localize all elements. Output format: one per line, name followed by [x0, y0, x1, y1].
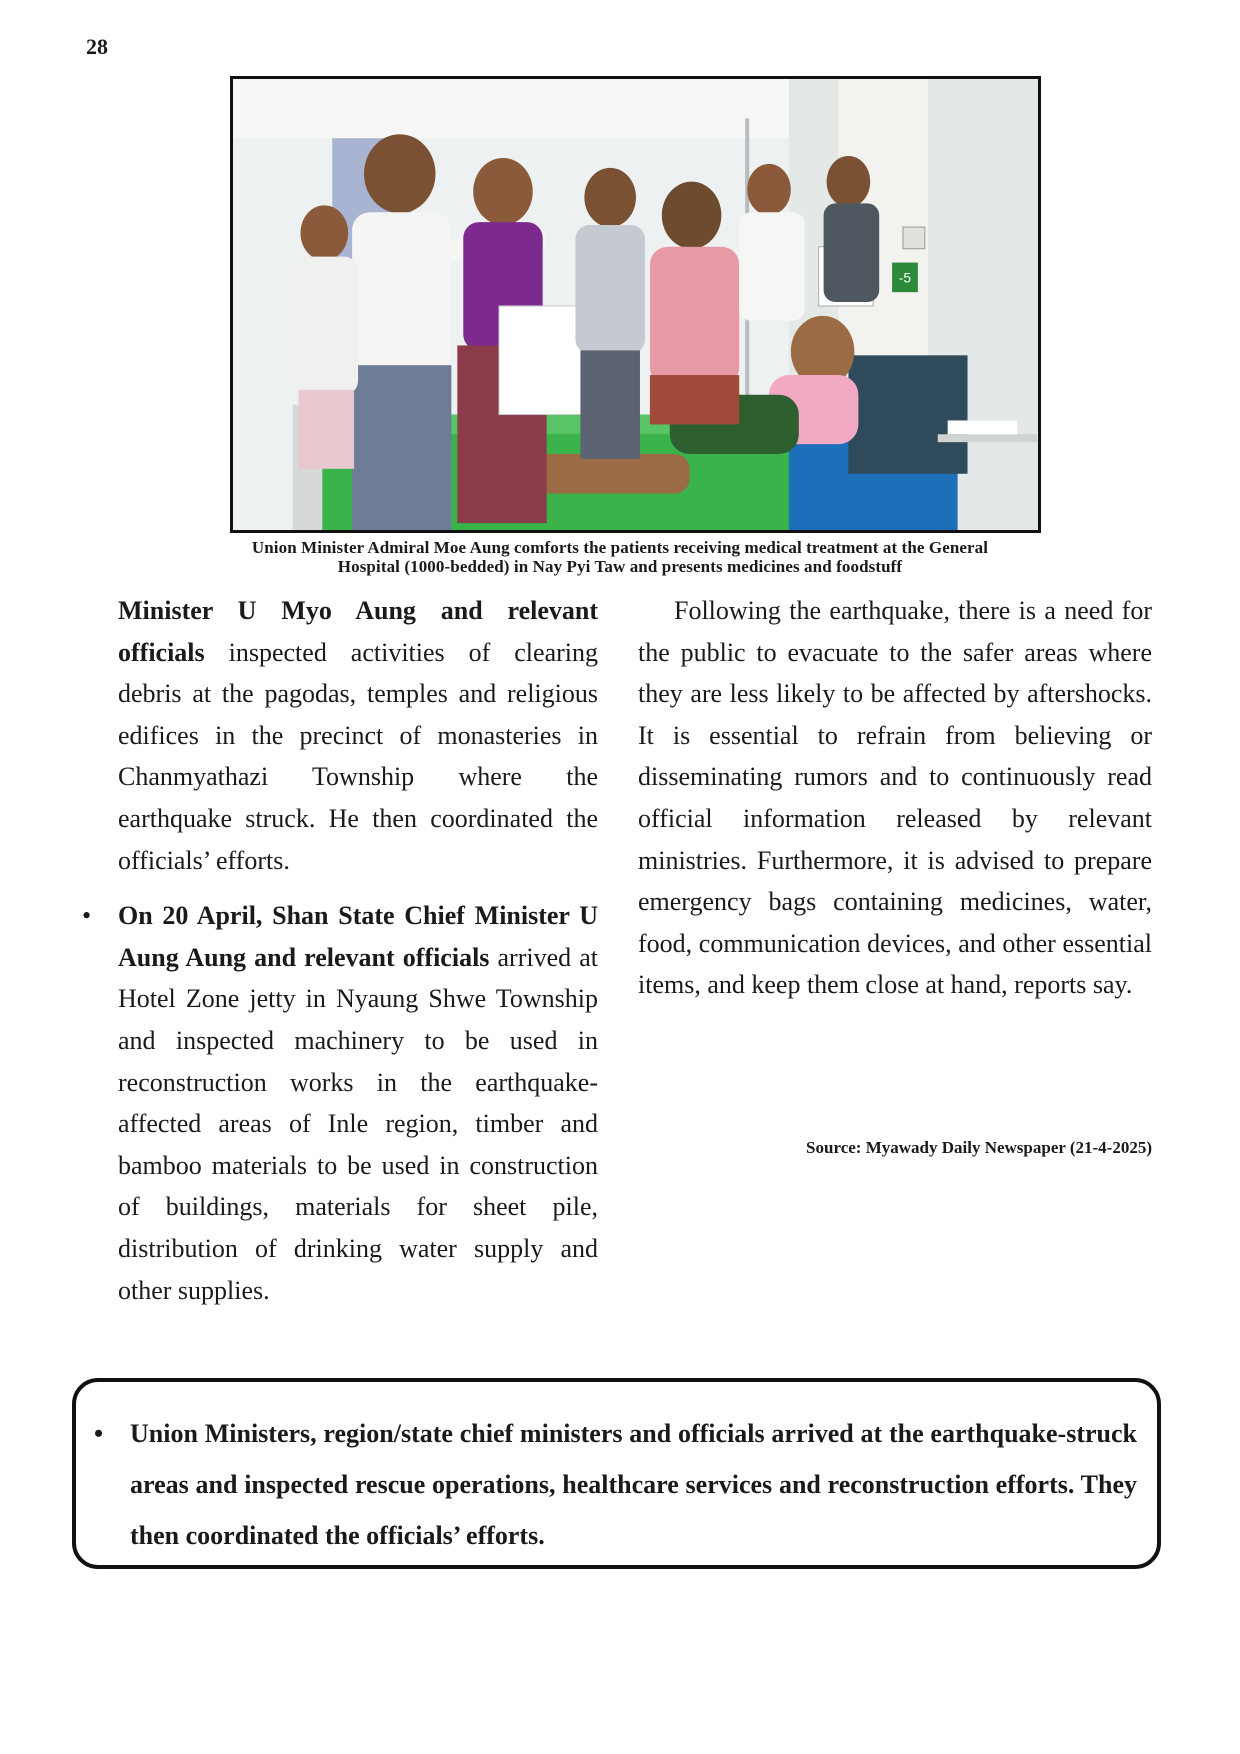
caption-line-2: Hospital (1000-bedded) in Nay Pyi Taw and presents medicines and foodstuff [337, 557, 903, 576]
summary-box [72, 1378, 1161, 1569]
source-citation: Source: Myawady Daily Newspaper (21-4-2025) [806, 1138, 1152, 1157]
left-column [82, 590, 599, 1311]
hospital-photo [230, 76, 1041, 533]
left-paragraph-2-body: arrived at Hotel Zone jetty in Nyaung Shwe Township and inspected machinery to be used in reconstruction works in the earthquake-affected areas of Inle region, timber and bamboo materials to be used in construction of buildings, materials for sheet pile, distribution of drinking water supply and other supplies. [118, 942, 599, 1305]
right-paragraph: Following the earthquake, there is a need for the public to evacuate to the safer areas where they are less likely to be affected by aftershocks. It is essential to refrain from believing or disseminating rumors and to continuously read official information released by relevant ministries. Furthermore, it is advised to prepare emergency bags containing medicines, water, food, communication devices, and other essential items, and keep them close at hand, reports say. [638, 596, 1152, 1000]
ward-sign-text: -5 [898, 269, 912, 286]
left-paragraph-1-body: inspected activities of clearing debris at the pagodas, temples and religious edifices in the precinct of monasteries in Chanmyathazi Township where the earthquake struck. He then coordinated the officials’ efforts. [118, 637, 598, 875]
summary-item [94, 1408, 1137, 1561]
left-paragraph-2-lead: On 20 April, Shan State Chief Minister U Aung Aung and relevant officials [118, 901, 598, 972]
left-bullet-item [82, 895, 599, 1311]
summary-text: Union Ministers, region/state chief ministers and officials arrived at the earthquake-struck areas and inspected rescue operations, healthcare services and reconstruction efforts. They then coordinated the officials’ efforts. [130, 1419, 1137, 1550]
hospital-scene-illustration [233, 79, 1038, 530]
caption-line-1: Union Minister Admiral Moe Aung comforts the patients receiving medical treatment at the General [251, 538, 989, 557]
page-number: 28 [86, 34, 108, 59]
photo-caption [150, 538, 1090, 576]
left-paragraph-1-lead: Minister U Myo Aung and relevant officials [118, 596, 598, 667]
left-paragraph-2 [118, 895, 598, 1311]
right-column [638, 590, 1152, 1006]
bullet-icon: • [82, 901, 92, 931]
left-paragraph-1 [118, 590, 598, 881]
bullet-icon: • [94, 1419, 104, 1448]
